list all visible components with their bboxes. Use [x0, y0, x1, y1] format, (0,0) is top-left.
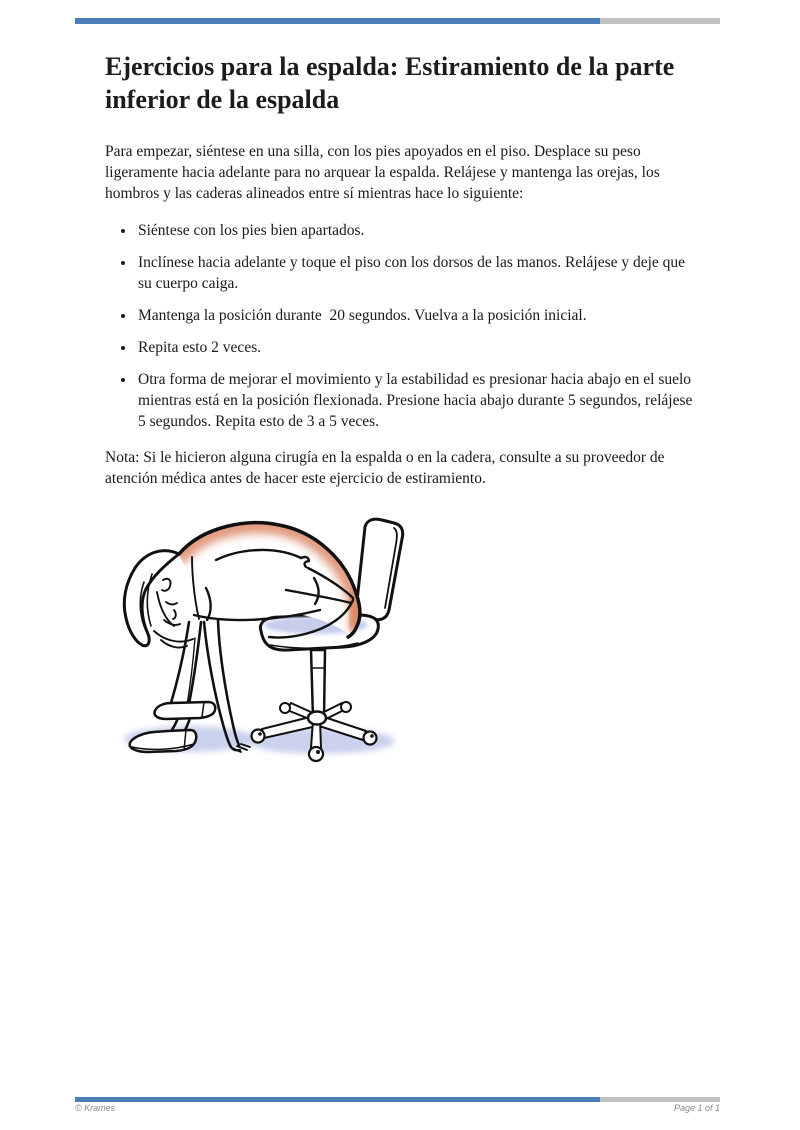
page-title: Ejercicios para la espalda: Estiramiento de la parte inferior de la espalda [105, 52, 675, 114]
exercise-steps-list [105, 220, 697, 432]
page-footer [75, 1103, 720, 1113]
list-item: • Inclínese hacia adelante y toque el piso con los dorsos de las manos. Relájese y deje que su cuerpo caiga. [136, 252, 693, 294]
top-divider-rule [75, 18, 720, 24]
list-item: • Siéntese con los pies bien apartados. [136, 220, 693, 241]
bottom-divider-rule [75, 1097, 720, 1102]
page-number-text: Page 1 of 1 [673, 1103, 720, 1113]
note-paragraph: Nota: Si le hicieron alguna cirugía en la espalda o en la cadera, consulte a su proveedor de atención médica antes de hacer este ejercicio de estiramiento. [105, 449, 665, 487]
list-item: • Otra forma de mejorar el movimiento y la estabilidad es presionar hacia abajo en el suelo mientras está en la posición flexionada. Presione hacia abajo durante 5 segundos, relájese 5 segundos. Repita esto de 3 a 5 veces. [136, 369, 693, 432]
bent-over-stretch-illustration [108, 498, 438, 788]
list-item: • Mantenga la posición durante 20 segundos. Vuelva a la posición inicial. [136, 305, 693, 326]
hair [124, 551, 179, 646]
copyright-text: © Krames [75, 1103, 116, 1113]
document-body [105, 50, 697, 489]
list-item: • Repita esto 2 veces. [136, 337, 693, 358]
intro-paragraph: Para empezar, siéntese en una silla, con los pies apoyados en el piso. Desplace su peso ligeramente hacia adelante para no arquear la espalda. Relájese y mantenga las orejas, los hombros y las caderas alineados entre sí mientras hace lo siguiente: [105, 143, 660, 202]
